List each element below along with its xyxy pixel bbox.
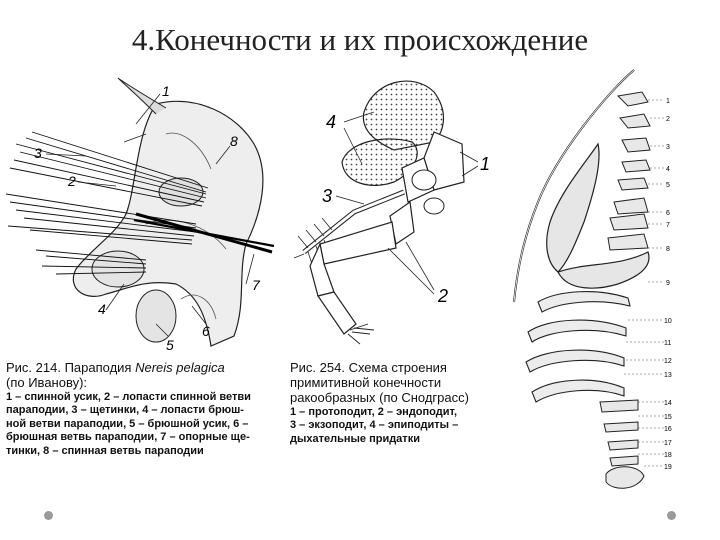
appendage-label-1: 1 [666, 98, 670, 105]
limb-caption-line: 3 – экзоподит, 4 – эпиподиты – [290, 419, 459, 432]
slide-corner-dot-right [667, 511, 676, 520]
slide-title: 4.Конечности и их происхождение [131, 22, 589, 57]
appendage-label-11: 11 [664, 340, 672, 347]
parapodium-label-8: 8 [230, 133, 238, 149]
parapodium-label-4: 4 [98, 301, 106, 317]
limb-caption-line: 1 – протоподит, 2 – эндоподит, [290, 406, 458, 418]
parapodium-label-6: 6 [202, 323, 210, 339]
appendage-label-15: 15 [664, 414, 672, 421]
appendage-label-6: 6 [666, 210, 670, 217]
appendage-label-19: 19 [664, 464, 672, 471]
parapodium-label-1: 1 [162, 83, 170, 99]
limb-caption-line: дыхательные придатки [290, 432, 420, 445]
parapodium-caption [6, 360, 286, 458]
appendage-label-5: 5 [666, 182, 670, 189]
limb-caption-title: Рис. 254. Схема строения [290, 360, 447, 375]
parapodium-caption-source: (по Иванову): [6, 375, 88, 390]
appendage-label-8: 8 [666, 246, 670, 253]
appendage-label-14: 14 [664, 400, 672, 407]
parapodium-label-3: 3 [34, 145, 42, 161]
appendage-label-10: 10 [664, 318, 672, 325]
crustacean-limb-illustration [284, 72, 494, 354]
parapodium-caption-line: параподии, 3 – щетинки, 4 – лопасти брюш- [6, 404, 244, 417]
appendage-label-7: 7 [666, 222, 670, 229]
limb-label-2: 2 [438, 286, 449, 306]
appendage-label-13: 13 [664, 372, 672, 379]
appendage-label-9: 9 [666, 280, 670, 287]
parapodium-caption-species: Nereis pelagica [135, 360, 225, 375]
parapodium-label-5: 5 [166, 337, 174, 353]
parapodium-illustration [6, 74, 282, 356]
parapodium-caption-line: 1 – спинной усик, 2 – лопасти спинной ветви [6, 391, 251, 403]
limb-label-4: 4 [326, 112, 337, 132]
appendage-label-12: 12 [664, 358, 672, 365]
parapodium-caption-line: ной ветви параподии, 5 – брюшной усик, 6 – [6, 417, 249, 430]
appendage-series-illustration [498, 62, 678, 498]
appendage-label-17: 17 [664, 440, 672, 447]
limb-label-1: 1 [480, 154, 491, 174]
appendage-label-18: 18 [664, 452, 672, 459]
appendage-label-16: 16 [664, 426, 672, 433]
limb-caption-line: примитивной конечности [290, 375, 442, 390]
parapodium-caption-line: тинки, 8 – спинная ветвь параподии [6, 444, 204, 457]
parapodium-label-7: 7 [252, 277, 260, 293]
appendage-label-3: 3 [666, 144, 670, 151]
parapodium-caption-line: брюшная ветвь параподии, 7 – опорные ще- [6, 431, 250, 444]
limb-caption [290, 360, 502, 446]
parapodium-caption-title: Рис. 214. Параподия [6, 360, 132, 375]
slide-corner-dot-left [44, 511, 53, 520]
parapodium-label-2: 2 [68, 173, 76, 189]
limb-caption-line: ракообразных (по Снодграсс) [290, 390, 469, 405]
limb-label-3: 3 [322, 186, 333, 206]
appendage-label-4: 4 [666, 166, 670, 173]
appendage-label-2: 2 [666, 116, 670, 123]
